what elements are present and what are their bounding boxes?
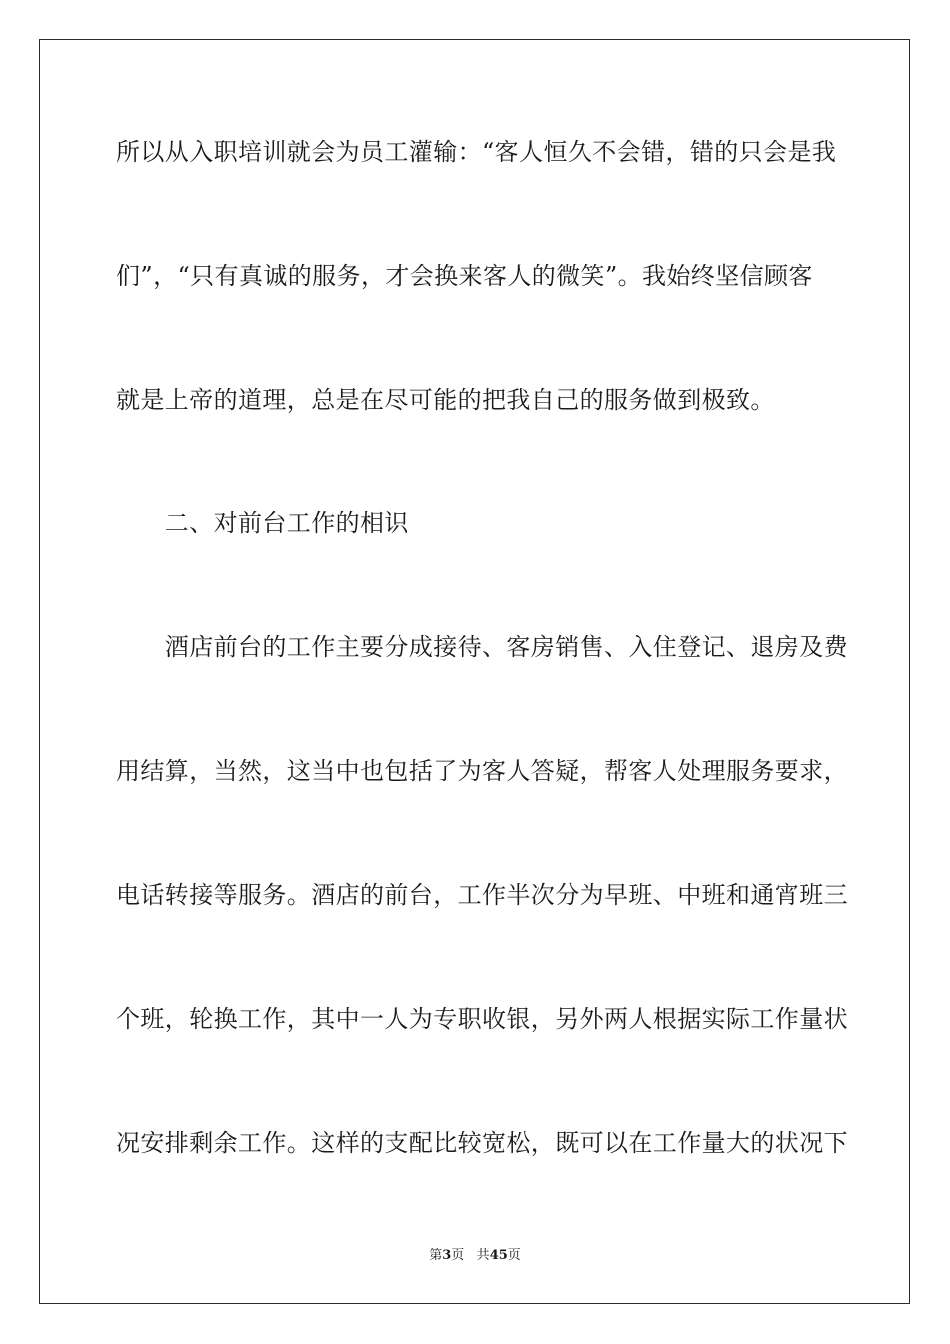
page-border [39, 39, 910, 1304]
paragraph-line: 所以从入职培训就会为员工灌输：“客人恒久不会错，错的只会是我 [116, 138, 837, 166]
paragraph-line: 酒店前台的工作主要分成接待、客房销售、入住登记、退房及费 [116, 633, 848, 661]
paragraph-line: 电话转接等服务。酒店的前台，工作半次分为早班、中班和通宵班三 [116, 881, 848, 909]
page-suffix: 页 [451, 1248, 465, 1263]
total-prefix: 共 [476, 1248, 490, 1263]
paragraph-line: 们”，“只有真诚的服务，才会换来客人的微笑”。我始终坚信顾客 [116, 262, 813, 290]
total-suffix: 页 [507, 1248, 521, 1263]
page-footer [0, 1247, 950, 1265]
total-pages: 45 [489, 1248, 508, 1263]
section-heading: 二、对前台工作的相识 [116, 509, 409, 537]
paragraph-line: 用结算，当然，这当中也包括了为客人答疑，帮客人处理服务要求， [116, 757, 848, 785]
paragraph-line: 个班，轮换工作，其中一人为专职收银，另外两人根据实际工作量状 [116, 1005, 848, 1033]
paragraph-line: 就是上帝的道理，总是在尽可能的把我自己的服务做到极致。 [116, 386, 775, 414]
page-number: 3 [442, 1248, 452, 1263]
page-prefix: 第 [429, 1248, 443, 1263]
paragraph-line: 况安排剩余工作。这样的支配比较宽松，既可以在工作量大的状况下 [116, 1129, 848, 1157]
